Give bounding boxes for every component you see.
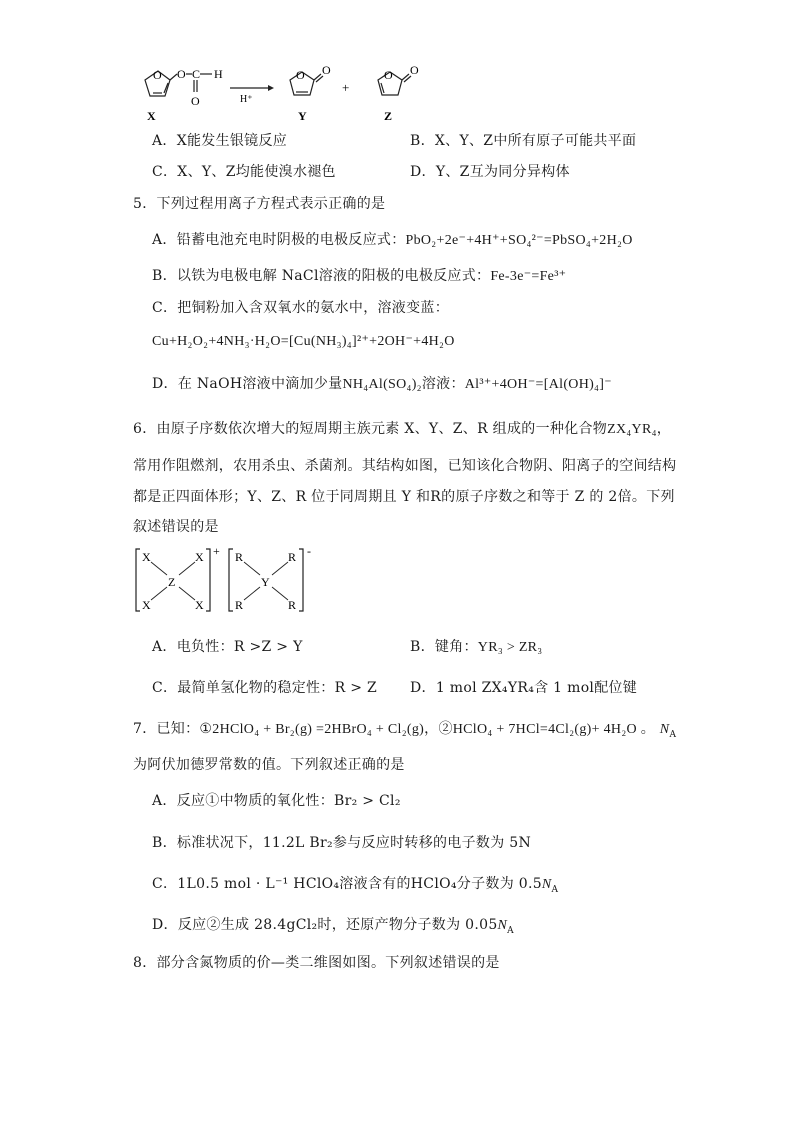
anion-bracket-right <box>299 549 303 611</box>
reaction-scheme-figure <box>130 58 450 126</box>
q6-b-text: B．键角： <box>410 639 478 655</box>
q7-eq2: ②HClO₄ + 7HCl=4Cl₂(g)+ 4H₂O 。 <box>438 722 656 737</box>
cation-bracket-right <box>206 549 210 611</box>
q6-line1-text: 6．由原子序数依次增大的短周期主族元素 X、Y、Z、R 组成的一种化合物 <box>133 421 608 437</box>
atom-o: O <box>384 68 393 82</box>
q4-option-d: D．Y、Z互为同分异构体 <box>410 164 570 180</box>
atom-y: Y <box>261 575 270 589</box>
arrow-label: H⁺ <box>240 94 253 105</box>
q7-option-b: B．标准状况下，11.2L Br₂参与反应时转移的电子数为 5N <box>152 835 532 851</box>
q7-d-na-sub: A <box>507 925 514 936</box>
q7-prefix: 7．已知： <box>133 721 200 737</box>
q5-a-text: A．铅蓄电池充电时阴极的电极反应式： <box>152 232 406 248</box>
q5-b-equation: Fe-3e⁻=Fe³⁺ <box>490 269 567 284</box>
q6-option-a: A．电负性：R >Z > Y <box>152 639 303 655</box>
atom-o: O <box>322 63 331 77</box>
q7-c-na-sub: A <box>551 884 559 895</box>
charge-minus: - <box>307 545 311 558</box>
atom-x: X <box>195 550 204 564</box>
atom-r: R <box>235 598 244 612</box>
q6-line2: 常用作阻燃剂，农用杀虫、杀菌剂。其结构如图，已知该化合物阴、阳离子的空间结构 <box>133 458 677 474</box>
q5-d-text: D．在 NaOH溶液中滴加少量 <box>152 376 343 392</box>
q7-option-a: A．反应①中物质的氧化性：Br₂ > Cl₂ <box>152 793 401 809</box>
molecule-y <box>290 72 323 95</box>
q5-d-equation: Al³⁺+4OH⁻=[Al(OH)₄]⁻ <box>464 377 612 392</box>
label-y: Y <box>298 109 307 123</box>
label-z: Z <box>384 109 393 123</box>
q5-option-d <box>152 373 612 393</box>
q7-line1 <box>133 718 676 738</box>
q6-line3: 都是正四面体形；Y、Z、R 位于同周期且 Y 和R的原子序数之和等于 Z 的 2倍。下列 <box>133 489 675 505</box>
plus-sign: + <box>342 80 350 95</box>
q6-line1 <box>133 418 671 438</box>
q7-na-sub: A <box>669 729 677 740</box>
atom-r: R <box>288 550 297 564</box>
q5-a-equation: PbO₂+2e⁻+4H⁺+SO₄²⁻=PbSO₄+2H₂O <box>405 233 633 248</box>
atom-o: O <box>296 68 305 82</box>
q5-option-b <box>152 265 566 285</box>
atom-x: X <box>195 598 204 612</box>
q6-line4: 叙述错误的是 <box>133 519 219 535</box>
atom-o: O <box>191 94 200 108</box>
anion-bracket-left <box>229 549 233 611</box>
q7-na: N <box>659 722 670 737</box>
q7-d-text: D．反应②生成 28.4gCl₂时，还原产物分子数为 0.05 <box>152 917 498 933</box>
atom-o: O <box>177 67 186 81</box>
atom-x: X <box>142 598 151 612</box>
q5-stem: 5．下列过程用离子方程式表示正确的是 <box>133 196 386 212</box>
atom-c: C <box>192 67 201 81</box>
atom-x: X <box>142 550 151 564</box>
cation-bracket-left <box>136 549 140 611</box>
q7-eq1: ①2HClO₄ + Br₂(g) =2HBrO₄ + Cl₂(g)， <box>199 722 439 737</box>
q4-option-c: C．X、Y、Z均能使溴水褪色 <box>152 164 336 180</box>
q5-option-c: C．把铜粉加入含双氧水的氨水中，溶液变蓝： <box>152 300 450 316</box>
q5-d-text2: 溶液： <box>421 376 465 392</box>
q4-option-b: B．X、Y、Z中所有原子可能共平面 <box>410 133 637 149</box>
q7-option-c <box>152 873 558 893</box>
q7-d-na: N <box>497 918 508 933</box>
q5-b-text: B．以铁为电极电解 NaCl溶液的阳极的电极反应式： <box>152 268 491 284</box>
q8-stem: 8．部分含氮物质的价—类二维图如图。下列叙述错误的是 <box>133 955 500 971</box>
q6-option-c: C．最简单氢化物的稳定性：R > Z <box>152 680 378 696</box>
ion-structure-figure <box>133 545 323 617</box>
q4-option-a: A．X能发生银镜反应 <box>152 133 288 149</box>
atom-o: O <box>410 63 419 77</box>
q6-option-b <box>410 636 543 656</box>
q7-option-d <box>152 914 514 934</box>
q5-option-a <box>152 229 633 249</box>
q6-formula: ZX₄YR₄， <box>607 422 672 437</box>
molecule-z <box>378 72 411 95</box>
q7-c-na: N <box>541 877 552 892</box>
arrowhead <box>268 85 274 91</box>
q7-c-text: C．1L0.5 mol · L⁻¹ HClO₄溶液含有的HClO₄分子数为 0.5 <box>152 876 542 892</box>
q6-b-equation: YR₃ > ZR₃ <box>477 640 543 655</box>
atom-o: O <box>153 68 162 82</box>
q5-c-equation: Cu+H₂O₂+4NH₃·H₂O=[Cu(NH₃)₄]²⁺+2OH⁻+4H₂O <box>152 334 455 349</box>
atom-h: H <box>214 67 223 81</box>
atom-z: Z <box>168 575 176 589</box>
label-x: X <box>147 109 156 123</box>
q5-d-salt: NH₄Al(SO₄)₂ <box>342 377 422 392</box>
atom-r: R <box>288 598 297 612</box>
charge-plus: + <box>213 545 220 558</box>
q7-line2: 为阿伏加德罗常数的值。下列叙述正确的是 <box>133 757 405 773</box>
atom-r: R <box>235 550 244 564</box>
q6-option-d: D．1 mol ZX₄YR₄含 1 mol配位键 <box>410 680 638 696</box>
